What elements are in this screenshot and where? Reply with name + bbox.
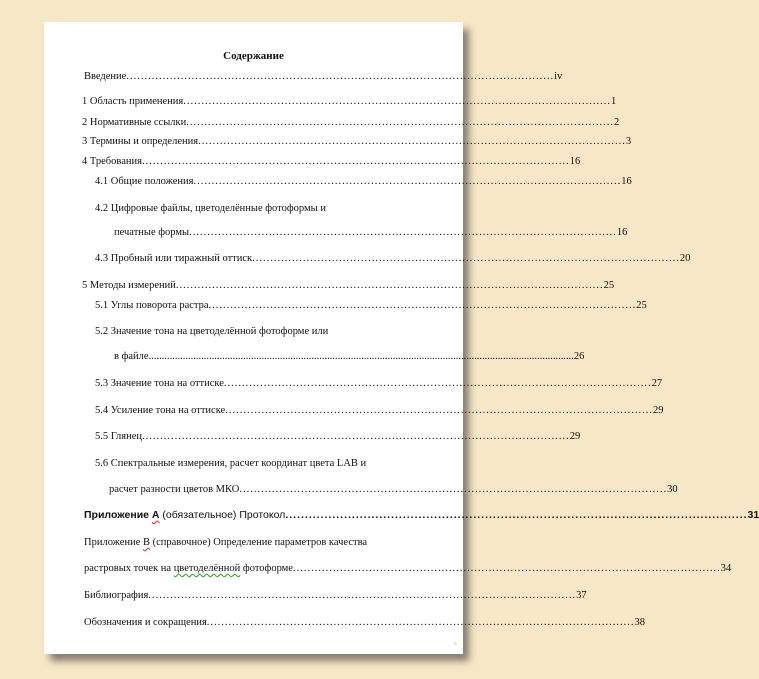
toc-entry xyxy=(95,325,328,338)
toc-entry-text: 4 Требования xyxy=(82,156,142,167)
toc-entry-page: 38 xyxy=(634,617,646,628)
document-page xyxy=(44,22,759,654)
leader-dots: ...................................................................................................................... xyxy=(148,590,577,601)
toc-entry xyxy=(95,457,366,470)
toc-entry xyxy=(82,279,615,292)
leader-dots: ...................................................................................................................... xyxy=(223,378,652,389)
toc-entry-page: 25 xyxy=(603,280,615,291)
toc-entry xyxy=(84,562,732,575)
toc-entry xyxy=(109,483,678,496)
toc-entry-page: 30 xyxy=(667,484,678,495)
leader-dots: ...................................................................................................................... xyxy=(225,405,653,416)
toc-entry-appendix-b xyxy=(84,536,367,549)
toc-entry-page: iv xyxy=(554,71,563,82)
toc-entry-appendix-a xyxy=(84,509,759,522)
toc-entry-text: Обозначения и сокращения xyxy=(84,617,207,628)
toc-entry xyxy=(114,226,628,239)
leader-dots: ...................................................................................................................... xyxy=(142,431,570,442)
toc-entry-text: Введение xyxy=(84,71,127,82)
leader-dots: ...................................................................................................................... xyxy=(141,156,570,167)
toc-entry-page: 29 xyxy=(652,405,664,416)
leader-dots: ...................................................................................................................... xyxy=(126,71,555,82)
leader-dots: ...................................................................................................................... xyxy=(208,300,637,311)
toc-entry xyxy=(82,95,617,108)
toc-entry xyxy=(84,589,587,602)
toc-entry xyxy=(114,350,585,363)
leader-dots: ...................................................................................................................... xyxy=(252,253,680,264)
leader-dots: ...................................................................................................................... xyxy=(206,617,635,628)
toc-entry-page: 16 xyxy=(616,227,628,238)
toc-entry xyxy=(95,299,647,312)
toc-title: Содержание xyxy=(223,50,284,62)
toc-entry-text: 4.3 Пробный или тиражный оттиск xyxy=(95,253,253,264)
toc-entry-text: Приложение В (справочное) Определение параметров качества xyxy=(84,537,368,548)
leader-dots: ...................................................................................................................... xyxy=(292,563,721,574)
toc-entry-text: растровых точек на цветоделённой фотоформе xyxy=(84,563,293,574)
toc-entry-text: 5 Методы измерений xyxy=(82,280,176,291)
leader-dots: .................................................................................................................................................................. xyxy=(148,351,574,362)
toc-entry-text: 5.1 Углы поворота растра xyxy=(95,300,209,311)
toc-entry-text: 5.6 Спектральные измерения, расчет координат цвета LAB и xyxy=(95,458,367,469)
leader-dots: ...................................................................................................................... xyxy=(285,509,748,521)
leader-dots: ...................................................................................................................... xyxy=(175,280,604,291)
toc-entry-page: 34 xyxy=(720,563,732,574)
toc-entry xyxy=(82,116,620,129)
toc-entry xyxy=(95,404,664,417)
toc-entry-page: 37 xyxy=(576,590,587,601)
leader-dots: ...................................................................................................................... xyxy=(186,117,614,128)
toc-entry xyxy=(82,135,632,148)
toc-entry-text: 5.4 Усиление тона на оттиске xyxy=(95,405,226,416)
toc-entry-text: расчет разности цветов МКО xyxy=(109,484,240,495)
leader-dots: ...................................................................................................................... xyxy=(193,176,622,187)
toc-entry xyxy=(95,202,326,215)
toc-entry-text: в файле xyxy=(114,351,149,362)
toc-entry-text: 3 Термины и определения xyxy=(82,136,199,147)
toc-entry-text: 1 Область применения xyxy=(82,96,184,107)
toc-entry-text: 2 Нормативные ссылки xyxy=(82,117,187,128)
leader-dots: ...................................................................................................................... xyxy=(183,96,611,107)
toc-entry-page: 16 xyxy=(621,176,632,187)
toc-entry xyxy=(84,70,563,83)
toc-entry-page: 31 xyxy=(747,509,759,521)
leader-dots: ...................................................................................................................... xyxy=(239,484,668,495)
toc-entry xyxy=(95,175,632,188)
corner-mark: ° xyxy=(453,641,457,650)
toc-entry xyxy=(84,616,646,629)
leader-dots: ...................................................................................................................... xyxy=(189,227,617,238)
toc-entry-page: 3 xyxy=(625,136,632,147)
toc-entry-text: 4.1 Общие положения xyxy=(95,176,194,187)
toc-entry-text: Библиография xyxy=(84,590,149,601)
toc-entry-page: 20 xyxy=(679,253,691,264)
toc-entry-text: печатные формы xyxy=(114,227,190,238)
toc-entry-text: 5.3 Значение тона на оттиске xyxy=(95,378,224,389)
toc-entry xyxy=(95,430,581,443)
toc-entry-page: 16 xyxy=(569,156,581,167)
toc-entry-text: 5.2 Значение тона на цветоделённой фотоформе или xyxy=(95,326,329,337)
toc-entry-page: 26 xyxy=(573,351,585,362)
toc-entry-text: 4.2 Цифровые файлы, цветоделённые фотоформы и xyxy=(95,203,326,214)
toc-entry-page: 2 xyxy=(613,117,620,128)
toc-entry-text: 5.5 Глянец xyxy=(95,431,142,442)
leader-dots: ...................................................................................................................... xyxy=(198,136,626,147)
toc-entry-page: 27 xyxy=(651,378,663,389)
toc-entry xyxy=(95,377,663,390)
toc-entry xyxy=(82,155,581,168)
toc-entry-page: 1 xyxy=(611,96,617,107)
toc-entry xyxy=(95,252,691,265)
toc-entry-text: Приложение А (обязательное) Протокол xyxy=(84,509,286,521)
toc-entry-page: 25 xyxy=(636,300,647,311)
toc-entry-page: 29 xyxy=(569,431,581,442)
